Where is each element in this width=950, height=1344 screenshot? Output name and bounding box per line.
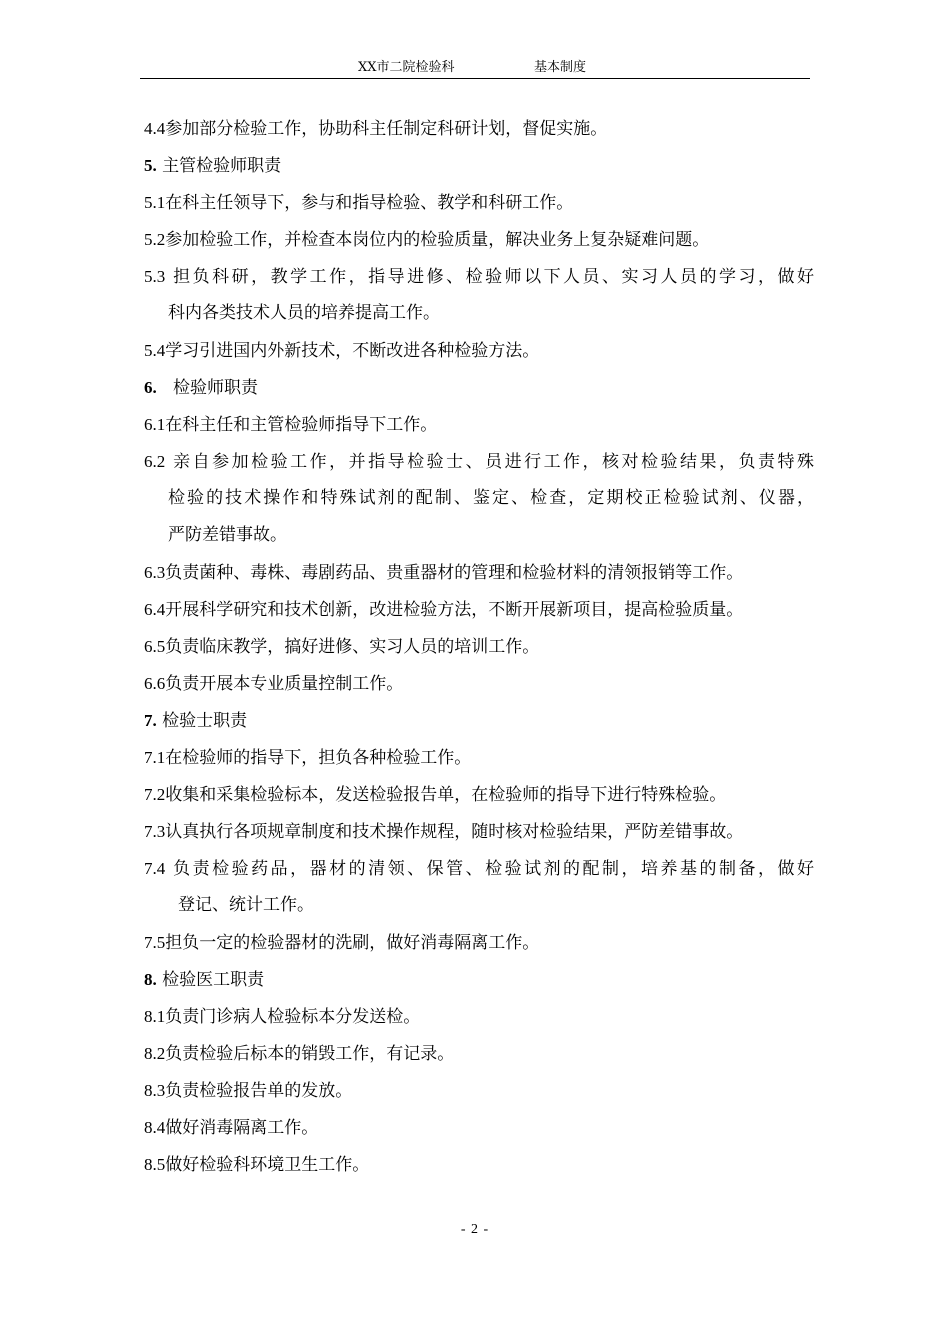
clause-5-4: 5.4学习引进国内外新技术，不断改进各种检验方法。 bbox=[144, 341, 540, 361]
section-7-heading: 7. 检验士职责 bbox=[144, 711, 248, 731]
clause-8-4: 8.4做好消毒隔离工作。 bbox=[144, 1118, 319, 1138]
clause-7-4-continued: 登记、统计工作。 bbox=[178, 895, 314, 915]
section-5-heading: 5. 主管检验师职责 bbox=[144, 156, 282, 176]
clause-7-1: 7.1在检验师的指导下，担负各种检验工作。 bbox=[144, 748, 472, 768]
section-6-heading: 6. 检验师职责 bbox=[144, 378, 258, 398]
clause-5-2: 5.2参加检验工作，并检查本岗位内的检验质量，解决业务上复杂疑难问题。 bbox=[144, 230, 710, 250]
clause-6-2: 6.2 亲自参加检验工作，并指导检验士、员进行工作，核对检验结果，负责特殊 bbox=[144, 452, 814, 472]
clause-6-2-continued-2: 严防差错事故。 bbox=[168, 525, 287, 545]
clause-6-1: 6.1在科主任和主管检验师指导下工作。 bbox=[144, 415, 438, 435]
clause-5-1: 5.1在科主任领导下，参与和指导检验、教学和科研工作。 bbox=[144, 193, 574, 213]
page-header bbox=[140, 58, 810, 79]
header-department: XX市二院检验科 bbox=[358, 60, 455, 75]
clause-8-2: 8.2负责检验后标本的销毁工作，有记录。 bbox=[144, 1044, 455, 1064]
clause-7-3: 7.3认真执行各项规章制度和技术操作规程，随时核对检验结果，严防差错事故。 bbox=[144, 822, 744, 842]
clause-7-2: 7.2收集和采集检验标本，发送检验报告单，在检验师的指导下进行特殊检验。 bbox=[144, 785, 727, 805]
clause-5-3: 5.3 担负科研，教学工作，指导进修、检验师以下人员、实习人员的学习，做好 bbox=[144, 267, 814, 287]
clause-7-4: 7.4 负责检验药品，器材的清领、保管、检验试剂的配制，培养基的制备，做好 bbox=[144, 859, 814, 879]
page-number: - 2 - bbox=[460, 1222, 490, 1237]
section-8-heading: 8. 检验医工职责 bbox=[144, 970, 265, 990]
document-body bbox=[144, 110, 814, 1183]
clause-8-1: 8.1负责门诊病人检验标本分发送检。 bbox=[144, 1007, 421, 1027]
clause-6-3: 6.3负责菌种、毒株、毒剧药品、贵重器材的管理和检验材料的清领报销等工作。 bbox=[144, 563, 744, 583]
clause-5-3-continued: 科内各类技术人员的培养提高工作。 bbox=[168, 303, 440, 323]
clause-6-5: 6.5负责临床教学，搞好进修、实习人员的培训工作。 bbox=[144, 637, 540, 657]
clause-8-3: 8.3负责检验报告单的发放。 bbox=[144, 1081, 353, 1101]
clause-6-2-continued: 检验的技术操作和特殊试剂的配制、鉴定、检查，定期校正检验试剂、仪器， bbox=[168, 488, 814, 508]
clause-6-6: 6.6负责开展本专业质量控制工作。 bbox=[144, 674, 404, 694]
clause-6-4: 6.4开展科学研究和技术创新，改进检验方法，不断开展新项目，提高检验质量。 bbox=[144, 600, 744, 620]
clause-7-5: 7.5担负一定的检验器材的洗刷，做好消毒隔离工作。 bbox=[144, 933, 540, 953]
clause-4-4: 4.4参加部分检验工作，协助科主任制定科研计划，督促实施。 bbox=[144, 119, 608, 139]
header-section: 基本制度 bbox=[534, 60, 587, 75]
clause-8-5: 8.5做好检验科环境卫生工作。 bbox=[144, 1155, 370, 1175]
